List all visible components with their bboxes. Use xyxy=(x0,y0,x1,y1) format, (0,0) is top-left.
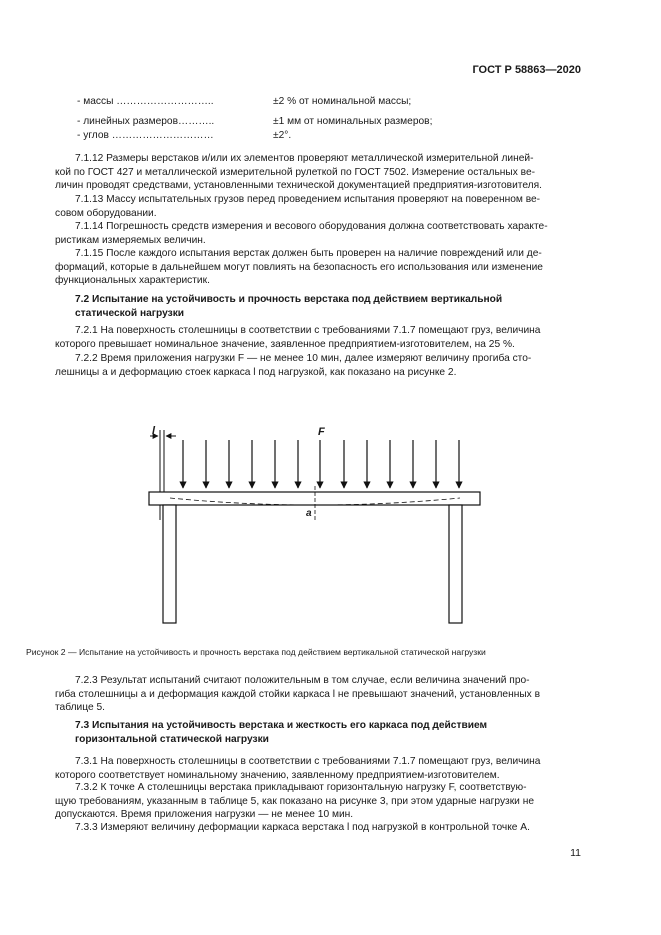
text-line: формаций, которые в дальнейшем могут повлиять на безопасность его использования или изменение xyxy=(55,261,543,273)
text-line: 7.2.3 Результат испытаний считают положительным в том случае, если величина значений про- xyxy=(75,675,530,686)
tolerance-mass-value: ±2 % от номинальной массы; xyxy=(273,96,412,107)
figure-caption: Рисунок 2 — Испытание на устойчивость и прочность верстака под действием вертикальной статической нагрузки xyxy=(26,647,486,657)
text-line: 7.1.15 После каждого испытания верстак должен быть проверен на наличие повреждений или де- xyxy=(75,248,542,259)
heading-line: 7.2 Испытание на устойчивость и прочность верстака под действием вертикальной xyxy=(75,294,503,305)
section-heading-7-3 xyxy=(55,719,581,746)
tolerance-linear-value: ±1 мм от номинальных размеров; xyxy=(273,116,433,127)
label-l: l xyxy=(152,425,156,437)
tolerance-mass-label: - массы ……………………….. xyxy=(77,96,214,107)
text-line: 7.3.3 Измеряют величину деформации каркаса верстака l под нагрузкой в контрольной точке А. xyxy=(75,822,530,833)
text-line: 7.1.12 Размеры верстаков и/или их элементов проверяют металлической измерительной линей- xyxy=(75,153,534,164)
document-id: ГОСТ Р 58863—2020 xyxy=(472,64,581,76)
text-line: 7.1.13 Массу испытательных грузов перед проведением испытания проверяют на поверенном ве- xyxy=(75,194,541,205)
text-line: функциональных характеристик. xyxy=(55,275,210,287)
label-F: F xyxy=(318,426,325,438)
load-arrows xyxy=(183,440,459,488)
page-number: 11 xyxy=(570,847,581,859)
right-leg xyxy=(449,505,462,623)
paragraph-7-3-1 xyxy=(55,755,581,782)
tabletop xyxy=(149,492,480,505)
text-line: 7.3.2 К точке А столешницы верстака прикладывают горизонтальную нагрузку F, соответствую- xyxy=(75,782,527,793)
heading-line: 7.3 Испытания на устойчивость верстака и жесткость его каркаса под действием xyxy=(75,720,488,731)
text-line: щую требованиям, указанным в таблице 5, как показано на рисунке 3, при этом ударные нагрузки не xyxy=(55,795,534,807)
paragraph-7-3-2 xyxy=(55,781,581,822)
tolerance-angle-label: - углов ………………………… xyxy=(77,130,214,141)
text-line: которого превышает номинальное значение, заявленное предприятием-изготовителем, на 25 %. xyxy=(55,338,515,350)
text-line: 7.1.14 Погрешность средств измерения и весового оборудования должна соответствовать характе- xyxy=(75,221,548,232)
text-line: таблице 5. xyxy=(55,702,105,714)
heading-line: статической нагрузки xyxy=(75,307,185,319)
text-line: 7.3.1 На поверхность столешницы в соответствии с требованиями 7.1.7 помещают груз, величина xyxy=(75,756,541,767)
tolerance-angle-value: ±2°. xyxy=(273,130,292,141)
text-line: которого соответствует номинальному значению, заявленному предприятием-изготовителем. xyxy=(55,769,500,781)
text-line: 7.2.2 Время приложения нагрузки F — не менее 10 мин, далее измеряют величину прогиба сто- xyxy=(75,353,532,364)
text-line: лешницы a и деформацию стоек каркаса l под нагрузкой, как показано на рисунке 2. xyxy=(55,366,457,378)
text-line: совом оборудовании. xyxy=(55,207,157,219)
text-line: допускаются. Время приложения нагрузки — не менее 10 мин. xyxy=(55,809,354,821)
paragraph-7-3-3 xyxy=(55,821,581,835)
paragraph-7-2-3 xyxy=(55,674,581,715)
text-line: 7.2.1 На поверхность столешницы в соответствии с требованиями 7.1.7 помещают груз, величина xyxy=(75,325,541,336)
text-line: гиба столешницы a и деформация каждой стойки каркаса l не превышают значений, установленных в xyxy=(55,688,540,700)
text-line: кой по ГОСТ 427 и металлической измерительной рулеткой по ГОСТ 7502. Измерение остальных ве- xyxy=(55,166,536,178)
label-a: a xyxy=(306,508,312,519)
text-line: ристикам измеряемых величин. xyxy=(55,234,206,246)
tolerance-linear-label: - линейных размеров……….. xyxy=(77,116,215,127)
text-line: личин проводят средствами, установленными технической документацией предприятия-изготовителя. xyxy=(55,180,542,192)
heading-line: горизонтальной статической нагрузки xyxy=(75,733,269,745)
left-leg xyxy=(163,505,176,623)
